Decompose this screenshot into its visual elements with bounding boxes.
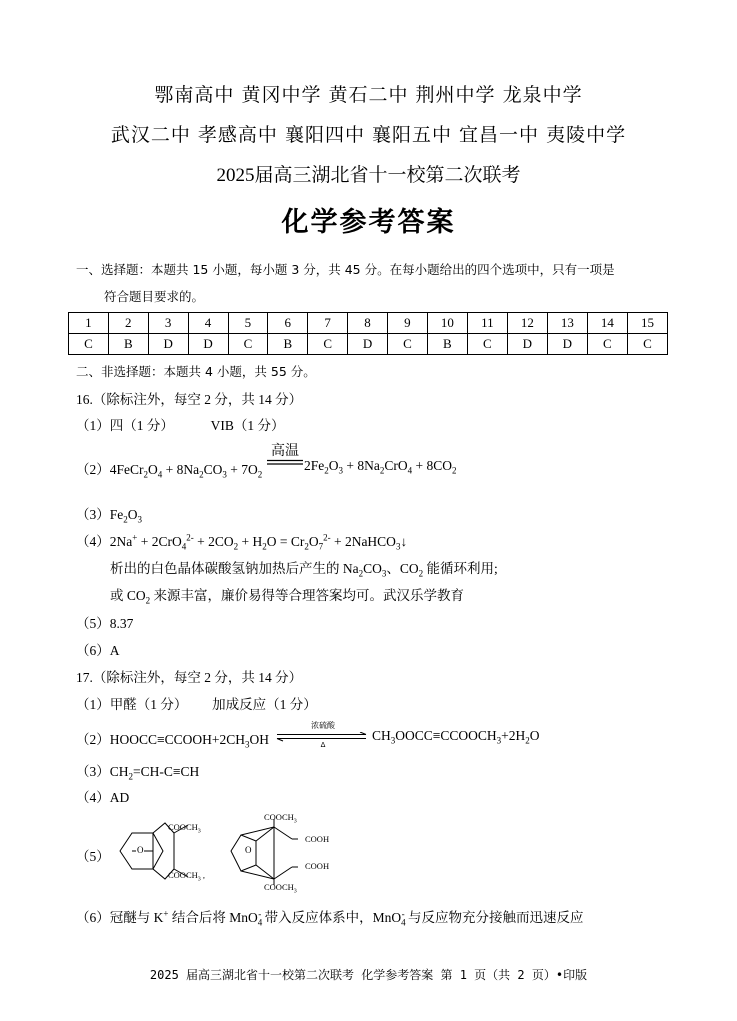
answer-cell: D [348,334,388,355]
note-text: CO [363,561,382,576]
item-label: （3） [76,764,110,779]
substituent-text: COOCH [264,882,294,892]
q16-heading: 16.（除标注外，每空 2 分，共 14 分） [76,392,303,407]
substituent-label: $COOCH_3$ [264,812,297,825]
question-number: 7 [308,313,348,334]
question-number: 14 [587,313,627,334]
substituent-label: $COOCH_3$ [264,882,297,895]
item-label: （1） [76,697,110,712]
question-number: 4 [188,313,228,334]
note-text: 、CO [386,561,419,576]
item-text: 甲醛（1 分） [109,697,188,712]
item-label: （4） [76,534,110,549]
q16-answer-6 [76,639,120,659]
answer-cell: C [228,334,268,355]
q16-equation-right: $2Fe_2O_3 + 8Na_2CrO_4 + 8CO_2$ [304,458,457,476]
answer-cell: D [547,334,587,355]
item-text: 与反应物充分接触而迅速反应 [404,910,584,925]
item-label: （2） [76,462,110,477]
q17-answer-4 [76,786,129,806]
substituent-text: COOCH [168,822,198,832]
oxygen-atom-label: O [137,845,144,855]
item-label: （5） [76,616,110,631]
q17-answer-2-left: $(2)HOOCC\equiv CCOOH+2CH_3OH$ [76,732,269,750]
schools-line-2: 武汉二中 孝感高中 襄阳四中 襄阳五中 宜昌一中 夷陵中学 [110,124,627,146]
q17-answer-6: （6）冠醚与 K+ 结合后将 MnO$_4$- 带入反应体系中，MnO$_4$- 与反应物充分接触而迅速反应 [76,908,584,928]
question-number: 11 [467,313,507,334]
q16-note-2: 或 $CO_2$ 来源丰富，廉价易得等合理答案均可。武汉乐学教育 [110,588,465,606]
q17-answer-3: $(3)CH_2=CH-C\equiv CH$ [76,764,200,782]
substituent-label: $COOCH_3$ , [168,870,206,883]
q16-answer-4 [76,530,407,552]
q16-answer-2 [76,458,262,480]
answer-cell: D [148,334,188,355]
reaction-condition: 高温 [271,443,299,459]
question-number: 15 [627,313,667,334]
question-number: 9 [387,313,427,334]
q17-answer-5-label: （5） [76,849,110,864]
equals-sign-icon [267,459,303,467]
substituent-label: COOH [305,861,330,871]
substituent-text: COOCH [264,812,294,822]
item-label: （4） [76,790,110,805]
answer-cell: C [467,334,507,355]
item-text: 结合后将 MnO [168,910,258,925]
item-label: （6） [76,643,110,658]
equation-left: $4FeCr_2O_4 + 8Na_2CO_3 + 7O_2$ [109,462,263,480]
question-number: 5 [228,313,268,334]
formula: =CH-C≡CH [133,764,200,779]
q17-answer-2-right: $CH_3OOCC\equiv CCOOCH_3+2H_2O$ [372,728,540,746]
page-title: 化学参考答案 [281,207,456,238]
item-text: VIB（1 分） [210,418,285,433]
q16-note-1: 析出的白色晶体碳酸氢钠加热后产生的 $Na_2CO_3$、$CO_2$ 能循环利用; [110,561,498,579]
equation-right: +2H [501,728,526,743]
substituent-label: COOH [305,834,330,844]
answer-table-number-row [69,313,668,334]
item-label: （3） [76,507,110,522]
question-number: 10 [427,313,467,334]
formula: $Fe_2O_3$ [109,507,142,525]
question-number: 13 [547,313,587,334]
answer-cell: B [268,334,308,355]
note-text: 析出的白色晶体碳酸氢钠加热后产生的 Na [110,561,359,576]
answer-cell: B [427,334,467,355]
item-text: 带入反应体系中，MnO [261,910,402,925]
q17-answer-1 [76,693,317,713]
equation: $2Na^+ + 2CrO_4^{2-} + 2CO_2 + H_2O = Cr_2O_7^{2-}$ + 2NaHCO$_3$↓ [109,532,408,552]
section-1-heading: 一、选择题：本题共 15 小题，每小题 3 分，共 45 分。在每小题给出的四个选项中，只有一项是 [76,262,615,277]
q16-answer-5 [76,612,133,632]
page-footer: 2025 届高三湖北省十一校第二次联考 化学参考答案 第 1 页（共 2 页）•印版 [149,968,588,982]
section-2-heading: 二、非选择题：本题共 4 小题，共 55 分。 [76,364,316,379]
question-number: 8 [348,313,388,334]
reaction-condition-bottom: Δ [320,741,326,749]
item-label: （2） [76,732,110,747]
oxygen-atom-label: O [245,845,252,855]
question-number: 6 [268,313,308,334]
equation-right: O [529,728,540,743]
question-number: 1 [69,313,109,334]
section-1-heading-cont: 符合题目要求的。 [104,289,205,304]
question-number: 2 [108,313,148,334]
formula: CH [109,764,129,779]
q17-heading: 17.（除标注外，每空 2 分，共 14 分） [76,670,303,685]
equation-left: HOOCC≡CCOOH+2CH [109,732,245,747]
q16-answer-3 [76,503,142,525]
note-text: 能循环利用; [423,561,498,576]
answer-cell: B [108,334,148,355]
schools-line-1: 鄂南高中 黄冈中学 黄石二中 荆州中学 龙泉中学 [154,84,583,106]
item-text: AD [109,790,130,805]
answer-cell: C [587,334,627,355]
reaction-condition-top: 浓硫酸 [311,721,335,730]
question-number: 12 [507,313,547,334]
item-text: 加成反应（1 分） [212,697,317,712]
q16-answer-1 [76,414,285,434]
equation-right: CH [372,728,391,743]
answer-cell: C [308,334,348,355]
answer-table-answer-row [69,334,668,355]
equation-left: OH [249,732,269,747]
answer-cell: D [507,334,547,355]
item-label: （6） [76,910,110,925]
substituent-label: $COOCH_3$ [168,822,201,835]
answer-cell: D [188,334,228,355]
item-text: 冠醚与 K [109,910,164,925]
exam-name: 2025届高三湖北省十一校第二次联考 [216,165,521,186]
item-label: （1） [76,418,110,433]
item-text: 8.37 [109,616,134,631]
item-text: 四（1 分） [109,418,174,433]
note-text: 来源丰富，廉价易得等合理答案均可。武汉乐学教育 [150,588,465,603]
equation-right: OOCC≡CCOOCH [395,728,497,743]
question-number: 3 [148,313,188,334]
structure-2-diagram [226,815,346,891]
item-text: A [109,643,120,658]
note-text: 或 CO [110,588,146,603]
answer-cell: C [627,334,667,355]
answer-cell: C [387,334,427,355]
answer-table [68,312,668,355]
substituent-text: COOCH [168,870,198,880]
answer-cell: C [69,334,109,355]
